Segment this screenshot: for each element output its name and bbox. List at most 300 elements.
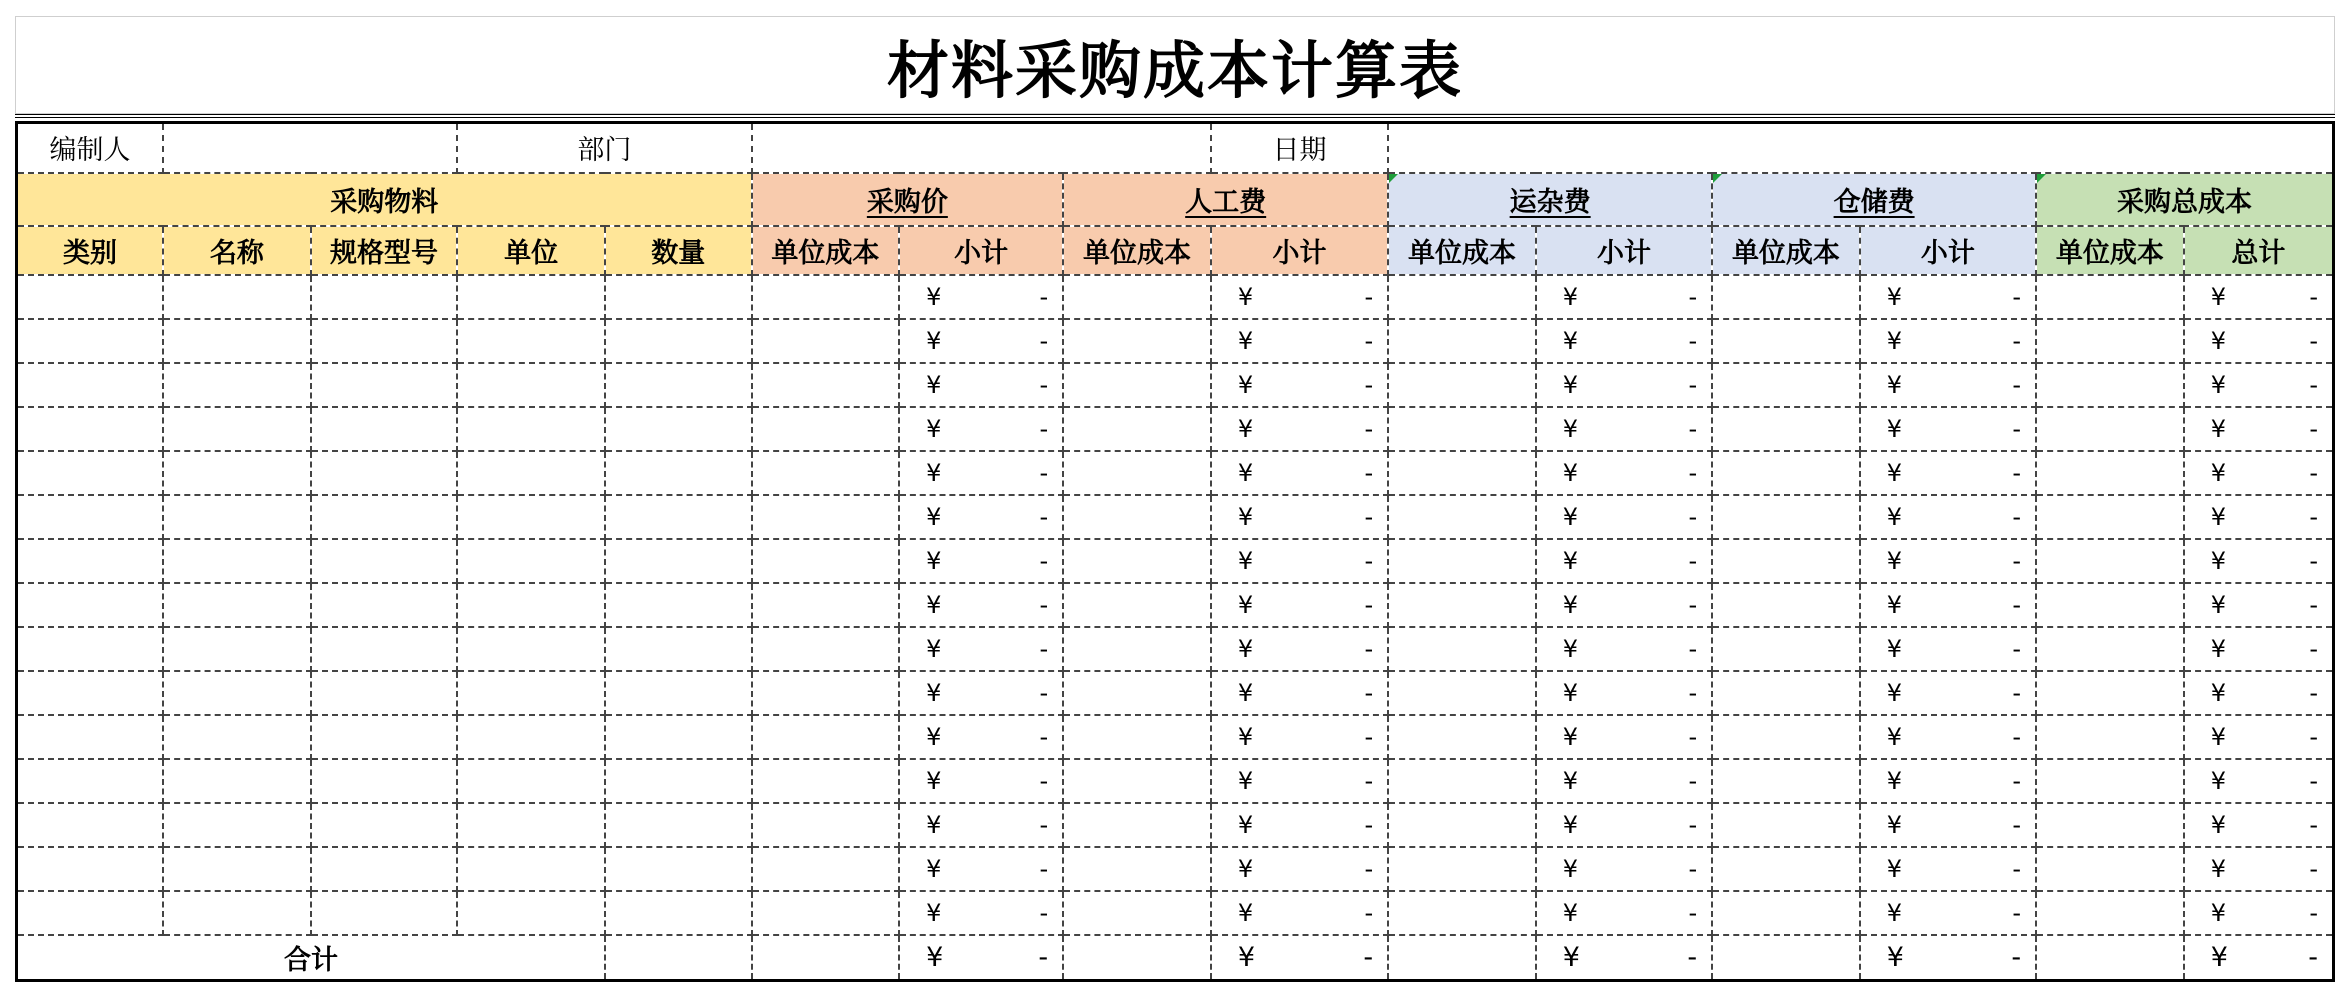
amount-value: -: [2012, 634, 2022, 663]
input-cell[interactable]: [605, 759, 752, 803]
amount-value: -: [1364, 898, 1374, 927]
input-cell[interactable]: [457, 671, 605, 715]
input-cell[interactable]: [457, 583, 605, 627]
amount-value: -: [2309, 282, 2318, 311]
subtotal-cell[interactable]: [2184, 847, 2334, 891]
input-cell[interactable]: [163, 407, 311, 451]
subtotal-cell[interactable]: [1536, 275, 1712, 319]
subtotal-cell[interactable]: [1211, 715, 1388, 759]
input-cell[interactable]: [17, 363, 164, 407]
input-cell[interactable]: [1712, 671, 1860, 715]
total-amount-cell[interactable]: [1211, 935, 1388, 981]
input-cell[interactable]: [17, 847, 164, 891]
subtotal-cell[interactable]: [1211, 759, 1388, 803]
input-cell[interactable]: [1712, 539, 1860, 583]
currency-symbol: ¥: [2210, 370, 2226, 399]
input-cell[interactable]: [1063, 363, 1211, 407]
amount-value: -: [1364, 678, 1374, 707]
subtotal-cell[interactable]: [899, 803, 1063, 847]
subtotal-cell[interactable]: [2184, 319, 2334, 363]
amount-value: -: [1364, 458, 1374, 487]
currency-symbol: ¥: [1237, 326, 1254, 355]
subtotal-cell[interactable]: [1860, 847, 2036, 891]
subtotal-cell[interactable]: [1211, 803, 1388, 847]
total-cell[interactable]: [1388, 935, 1536, 981]
amount-value: -: [1039, 502, 1049, 531]
input-cell[interactable]: [163, 671, 311, 715]
input-cell[interactable]: [311, 275, 458, 319]
input-cell[interactable]: [1712, 583, 1860, 627]
subtotal-cell[interactable]: [2184, 495, 2334, 539]
total-cell[interactable]: [605, 935, 752, 981]
input-cell[interactable]: [17, 275, 164, 319]
group-header-purchase-price: 采购价: [752, 173, 1064, 226]
input-cell[interactable]: [752, 803, 900, 847]
column-header: 类别: [17, 226, 164, 275]
subtotal-cell[interactable]: [1860, 539, 2036, 583]
input-cell[interactable]: [605, 583, 752, 627]
subtotal-cell[interactable]: [899, 363, 1063, 407]
subtotal-cell[interactable]: [1860, 671, 2036, 715]
amount-value: -: [1688, 414, 1698, 443]
amount-value: -: [1688, 634, 1698, 663]
subtotal-cell[interactable]: [1211, 451, 1388, 495]
input-cell[interactable]: [1712, 715, 1860, 759]
input-cell[interactable]: [1388, 583, 1536, 627]
input-cell[interactable]: [752, 495, 900, 539]
input-cell[interactable]: [457, 759, 605, 803]
currency-symbol: ¥: [926, 634, 942, 663]
subtotal-cell[interactable]: [1860, 363, 2036, 407]
total-cell[interactable]: [752, 935, 900, 981]
input-cell[interactable]: [311, 451, 458, 495]
subtotal-cell[interactable]: [1860, 407, 2036, 451]
subtotal-cell[interactable]: [1536, 407, 1712, 451]
currency-symbol: ¥: [1886, 282, 1903, 311]
subtotal-cell[interactable]: [2184, 891, 2334, 935]
input-cell[interactable]: [1063, 495, 1211, 539]
subtotal-cell[interactable]: [1536, 847, 1712, 891]
currency-symbol: ¥: [926, 678, 942, 707]
input-cell[interactable]: [605, 363, 752, 407]
subtotal-cell[interactable]: [1536, 627, 1712, 671]
amount-value: -: [2012, 414, 2022, 443]
subtotal-cell[interactable]: [899, 715, 1063, 759]
column-header: 小计: [1536, 226, 1712, 275]
input-cell[interactable]: [163, 275, 311, 319]
input-cell[interactable]: [2036, 583, 2184, 627]
subtotal-cell[interactable]: [2184, 803, 2334, 847]
amount-value: -: [1688, 766, 1698, 795]
input-cell[interactable]: [1063, 583, 1211, 627]
subtotal-cell[interactable]: [2184, 759, 2334, 803]
input-cell[interactable]: [311, 715, 458, 759]
input-cell[interactable]: [605, 803, 752, 847]
subtotal-cell[interactable]: [1536, 891, 1712, 935]
subtotal-cell[interactable]: [1211, 847, 1388, 891]
subtotal-cell[interactable]: [1860, 495, 2036, 539]
input-cell[interactable]: [605, 275, 752, 319]
subtotal-cell[interactable]: [1211, 275, 1388, 319]
input-cell[interactable]: [457, 275, 605, 319]
subtotal-cell[interactable]: [1860, 583, 2036, 627]
input-cell[interactable]: [752, 451, 900, 495]
amount-value: -: [1039, 546, 1049, 575]
input-cell[interactable]: [752, 539, 900, 583]
currency-symbol: ¥: [1237, 282, 1254, 311]
input-cell[interactable]: [311, 627, 458, 671]
input-cell[interactable]: [1063, 891, 1211, 935]
table-row: [17, 803, 2334, 847]
currency-symbol: ¥: [2210, 326, 2226, 355]
group-header-total-cost: 采购总成本: [2036, 173, 2333, 226]
input-cell[interactable]: [752, 759, 900, 803]
input-cell[interactable]: [17, 407, 164, 451]
input-cell[interactable]: [1063, 407, 1211, 451]
amount-value: -: [1038, 941, 1049, 973]
subtotal-cell[interactable]: [899, 671, 1063, 715]
input-cell[interactable]: [17, 451, 164, 495]
input-cell[interactable]: [457, 627, 605, 671]
input-cell[interactable]: [163, 627, 311, 671]
input-cell[interactable]: [1063, 671, 1211, 715]
input-cell[interactable]: [311, 495, 458, 539]
amount-value: -: [1364, 414, 1374, 443]
input-cell[interactable]: [163, 715, 311, 759]
input-cell[interactable]: [1063, 319, 1211, 363]
currency-symbol: ¥: [1886, 722, 1903, 751]
input-cell[interactable]: [163, 451, 311, 495]
input-cell[interactable]: [605, 715, 752, 759]
input-cell[interactable]: [1712, 275, 1860, 319]
input-cell[interactable]: [2036, 627, 2184, 671]
input-cell[interactable]: [605, 891, 752, 935]
input-cell[interactable]: [2036, 363, 2184, 407]
subtotal-cell[interactable]: [1536, 583, 1712, 627]
input-cell[interactable]: [1388, 891, 1536, 935]
subtotal-cell[interactable]: [1536, 363, 1712, 407]
input-cell[interactable]: [457, 803, 605, 847]
input-cell[interactable]: [311, 759, 458, 803]
input-cell[interactable]: [1388, 803, 1536, 847]
input-cell[interactable]: [2036, 671, 2184, 715]
subtotal-cell[interactable]: [2184, 363, 2334, 407]
input-cell[interactable]: [605, 671, 752, 715]
currency-symbol: ¥: [1562, 678, 1579, 707]
input-cell[interactable]: [163, 847, 311, 891]
amount-value: -: [1688, 590, 1698, 619]
input-cell[interactable]: [17, 759, 164, 803]
total-amount-cell[interactable]: [1860, 935, 2036, 981]
input-cell[interactable]: [311, 539, 458, 583]
currency-symbol: ¥: [926, 502, 942, 531]
input-cell[interactable]: [2036, 539, 2184, 583]
currency-symbol: ¥: [1886, 546, 1903, 575]
amount-value: -: [1688, 546, 1698, 575]
input-cell[interactable]: [2036, 803, 2184, 847]
author-field[interactable]: [163, 123, 457, 173]
subtotal-cell[interactable]: [1211, 495, 1388, 539]
total-amount-cell[interactable]: [1536, 935, 1712, 981]
input-cell[interactable]: [17, 891, 164, 935]
currency-symbol: ¥: [1886, 854, 1903, 883]
input-cell[interactable]: [17, 715, 164, 759]
table-row: [17, 671, 2334, 715]
subtotal-cell[interactable]: [1536, 319, 1712, 363]
input-cell[interactable]: [1063, 627, 1211, 671]
column-header: 总计: [2184, 226, 2334, 275]
input-cell[interactable]: [1388, 715, 1536, 759]
input-cell[interactable]: [2036, 495, 2184, 539]
input-cell[interactable]: [17, 671, 164, 715]
input-cell[interactable]: [2036, 275, 2184, 319]
total-cell[interactable]: [1063, 935, 1211, 981]
currency-symbol: ¥: [1886, 326, 1903, 355]
input-cell[interactable]: [1712, 759, 1860, 803]
subtotal-cell[interactable]: [1536, 451, 1712, 495]
subtotal-cell[interactable]: [1860, 759, 2036, 803]
subtotal-cell[interactable]: [1536, 539, 1712, 583]
total-amount-cell[interactable]: [899, 935, 1063, 981]
subtotal-cell[interactable]: [1211, 407, 1388, 451]
subtotal-cell[interactable]: [1536, 803, 1712, 847]
subtotal-cell[interactable]: [899, 627, 1063, 671]
subtotal-cell[interactable]: [2184, 583, 2334, 627]
subtotal-cell[interactable]: [899, 407, 1063, 451]
subtotal-cell[interactable]: [2184, 539, 2334, 583]
input-cell[interactable]: [163, 583, 311, 627]
amount-value: -: [1688, 282, 1698, 311]
input-cell[interactable]: [163, 803, 311, 847]
input-cell[interactable]: [457, 847, 605, 891]
input-cell[interactable]: [17, 495, 164, 539]
input-cell[interactable]: [457, 451, 605, 495]
input-cell[interactable]: [605, 319, 752, 363]
dept-field[interactable]: [752, 123, 1211, 173]
input-cell[interactable]: [311, 847, 458, 891]
input-cell[interactable]: [311, 803, 458, 847]
input-cell[interactable]: [1063, 847, 1211, 891]
input-cell[interactable]: [1388, 759, 1536, 803]
amount-value: -: [2309, 854, 2318, 883]
input-cell[interactable]: [605, 407, 752, 451]
input-cell[interactable]: [457, 715, 605, 759]
input-cell[interactable]: [752, 847, 900, 891]
subtotal-cell[interactable]: [1536, 715, 1712, 759]
subtotal-cell[interactable]: [2184, 451, 2334, 495]
group-header-storage-cost: 仓储费: [1712, 173, 2036, 226]
spreadsheet: [15, 16, 2335, 982]
input-cell[interactable]: [457, 891, 605, 935]
amount-value: -: [1039, 326, 1049, 355]
input-cell[interactable]: [457, 407, 605, 451]
input-cell[interactable]: [457, 363, 605, 407]
subtotal-cell[interactable]: [1211, 891, 1388, 935]
input-cell[interactable]: [1712, 891, 1860, 935]
input-cell[interactable]: [1388, 451, 1536, 495]
input-cell[interactable]: [752, 275, 900, 319]
subtotal-cell[interactable]: [899, 319, 1063, 363]
input-cell[interactable]: [2036, 759, 2184, 803]
date-field[interactable]: [1388, 123, 2333, 173]
input-cell[interactable]: [1712, 803, 1860, 847]
input-cell[interactable]: [1388, 627, 1536, 671]
input-cell[interactable]: [2036, 847, 2184, 891]
subtotal-cell[interactable]: [1860, 803, 2036, 847]
currency-symbol: ¥: [2210, 282, 2226, 311]
amount-value: -: [1688, 810, 1698, 839]
subtotal-cell[interactable]: [1211, 363, 1388, 407]
input-cell[interactable]: [1712, 495, 1860, 539]
input-cell[interactable]: [1063, 803, 1211, 847]
input-cell[interactable]: [17, 539, 164, 583]
table-row: [17, 539, 2334, 583]
input-cell[interactable]: [752, 319, 900, 363]
subtotal-cell[interactable]: [899, 847, 1063, 891]
input-cell[interactable]: [1063, 275, 1211, 319]
input-cell[interactable]: [17, 627, 164, 671]
input-cell[interactable]: [2036, 715, 2184, 759]
input-cell[interactable]: [752, 891, 900, 935]
input-cell[interactable]: [752, 407, 900, 451]
input-cell[interactable]: [1712, 847, 1860, 891]
input-cell[interactable]: [457, 319, 605, 363]
input-cell[interactable]: [1063, 715, 1211, 759]
input-cell[interactable]: [311, 891, 458, 935]
amount-value: -: [2309, 458, 2318, 487]
input-cell[interactable]: [605, 539, 752, 583]
subtotal-cell[interactable]: [899, 583, 1063, 627]
input-cell[interactable]: [1388, 363, 1536, 407]
input-cell[interactable]: [1388, 495, 1536, 539]
input-cell[interactable]: [1388, 671, 1536, 715]
amount-value: -: [1039, 722, 1049, 751]
subtotal-cell[interactable]: [899, 451, 1063, 495]
subtotal-cell[interactable]: [2184, 671, 2334, 715]
input-cell[interactable]: [1712, 627, 1860, 671]
input-cell[interactable]: [605, 627, 752, 671]
subtotal-cell[interactable]: [1211, 583, 1388, 627]
input-cell[interactable]: [752, 363, 900, 407]
input-cell[interactable]: [605, 847, 752, 891]
input-cell[interactable]: [2036, 319, 2184, 363]
total-amount-cell[interactable]: [2184, 935, 2334, 981]
subtotal-cell[interactable]: [899, 759, 1063, 803]
input-cell[interactable]: [1388, 539, 1536, 583]
subtotal-cell[interactable]: [1211, 627, 1388, 671]
input-cell[interactable]: [1388, 847, 1536, 891]
input-cell[interactable]: [1712, 363, 1860, 407]
subtotal-cell[interactable]: [899, 891, 1063, 935]
currency-symbol: ¥: [1562, 634, 1579, 663]
subtotal-cell[interactable]: [899, 539, 1063, 583]
input-cell[interactable]: [163, 495, 311, 539]
currency-symbol: ¥: [1237, 854, 1254, 883]
input-cell[interactable]: [311, 583, 458, 627]
subtotal-cell[interactable]: [1211, 539, 1388, 583]
amount-value: -: [1688, 678, 1698, 707]
amount-value: -: [1364, 590, 1374, 619]
total-cell[interactable]: [2036, 935, 2184, 981]
currency-symbol: ¥: [1562, 854, 1579, 883]
subtotal-cell[interactable]: [1860, 451, 2036, 495]
amount-value: -: [2012, 722, 2022, 751]
amount-value: -: [1039, 414, 1049, 443]
input-cell[interactable]: [2036, 407, 2184, 451]
input-cell[interactable]: [163, 539, 311, 583]
input-cell[interactable]: [1712, 319, 1860, 363]
input-cell[interactable]: [1388, 407, 1536, 451]
input-cell[interactable]: [163, 363, 311, 407]
input-cell[interactable]: [752, 715, 900, 759]
input-cell[interactable]: [752, 583, 900, 627]
input-cell[interactable]: [311, 671, 458, 715]
input-cell[interactable]: [1063, 539, 1211, 583]
table-row: [17, 627, 2334, 671]
amount-value: -: [2012, 590, 2022, 619]
currency-symbol: ¥: [1562, 766, 1579, 795]
subtotal-cell[interactable]: [1860, 627, 2036, 671]
input-cell[interactable]: [1063, 451, 1211, 495]
input-cell[interactable]: [163, 891, 311, 935]
currency-symbol: ¥: [1562, 370, 1579, 399]
subtotal-cell[interactable]: [899, 495, 1063, 539]
input-cell[interactable]: [752, 627, 900, 671]
subtotal-cell[interactable]: [1860, 715, 2036, 759]
input-cell[interactable]: [2036, 891, 2184, 935]
subtotal-cell[interactable]: [899, 275, 1063, 319]
subtotal-cell[interactable]: [1536, 495, 1712, 539]
input-cell[interactable]: [163, 319, 311, 363]
total-cell[interactable]: [1712, 935, 1860, 981]
input-cell[interactable]: [605, 451, 752, 495]
amount-value: -: [2308, 941, 2318, 973]
subtotal-cell[interactable]: [1536, 759, 1712, 803]
input-cell[interactable]: [17, 803, 164, 847]
input-cell[interactable]: [163, 759, 311, 803]
input-cell[interactable]: [1388, 275, 1536, 319]
table-row: [17, 495, 2334, 539]
subtotal-cell[interactable]: [1536, 671, 1712, 715]
input-cell[interactable]: [2036, 451, 2184, 495]
currency-symbol: ¥: [1237, 458, 1254, 487]
subtotal-cell[interactable]: [2184, 627, 2334, 671]
input-cell[interactable]: [311, 407, 458, 451]
subtotal-cell[interactable]: [1860, 319, 2036, 363]
subtotal-cell[interactable]: [1860, 891, 2036, 935]
input-cell[interactable]: [17, 583, 164, 627]
subtotal-cell[interactable]: [2184, 715, 2334, 759]
input-cell[interactable]: [1388, 319, 1536, 363]
subtotal-cell[interactable]: [1211, 671, 1388, 715]
input-cell[interactable]: [311, 363, 458, 407]
input-cell[interactable]: [457, 495, 605, 539]
subtotal-cell[interactable]: [1860, 275, 2036, 319]
input-cell[interactable]: [752, 671, 900, 715]
input-cell[interactable]: [1712, 451, 1860, 495]
currency-symbol: ¥: [926, 590, 942, 619]
input-cell[interactable]: [457, 539, 605, 583]
input-cell[interactable]: [1063, 759, 1211, 803]
column-header: 小计: [899, 226, 1063, 275]
input-cell[interactable]: [311, 319, 458, 363]
input-cell[interactable]: [605, 495, 752, 539]
input-cell[interactable]: [17, 319, 164, 363]
subtotal-cell[interactable]: [2184, 275, 2334, 319]
input-cell[interactable]: [1712, 407, 1860, 451]
subtotal-cell[interactable]: [1211, 319, 1388, 363]
subtotal-cell[interactable]: [2184, 407, 2334, 451]
